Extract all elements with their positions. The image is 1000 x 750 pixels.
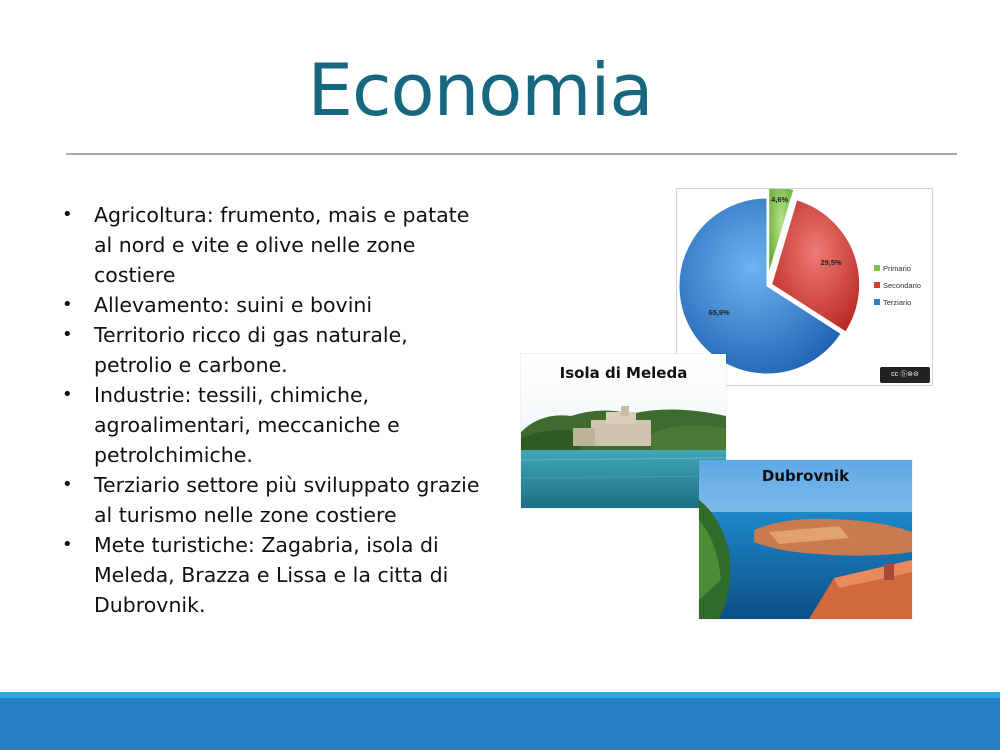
legend-swatch	[874, 299, 880, 305]
bullet-item	[60, 470, 480, 530]
bullet-item	[60, 290, 480, 320]
legend-label: Primario	[883, 264, 911, 273]
meleda-label: Isola di Meleda	[559, 364, 688, 382]
bullet-list	[60, 200, 480, 620]
meleda-photo	[521, 354, 726, 508]
dubrovnik-photo	[699, 460, 912, 619]
bullet-dot: •	[62, 534, 73, 555]
bullet-dot: •	[62, 384, 73, 405]
title-divider	[66, 153, 957, 155]
bullet-dot: •	[62, 204, 73, 225]
legend-label: Secondario	[883, 281, 921, 290]
pie-data-label: 65,9%	[708, 308, 730, 318]
bullet-text: Allevamento: suini e bovini	[94, 293, 373, 317]
legend-swatch	[874, 282, 880, 288]
legend-swatch	[874, 265, 880, 271]
creative-commons-badge-icon: cc ⓑ⊜⊝	[880, 367, 930, 383]
pie-data-label: 4,6%	[771, 195, 789, 205]
bullet-text: Terziario settore più sviluppato grazie al turismo nelle zone costiere	[94, 473, 480, 527]
bullet-text: Territorio ricco di gas naturale, petrolio e carbone.	[94, 323, 408, 377]
bullet-item	[60, 530, 480, 620]
dubrovnik-label: Dubrovnik	[761, 467, 850, 485]
bullet-dot: •	[62, 294, 73, 315]
bullet-item	[60, 320, 480, 380]
bullet-dot: •	[62, 474, 73, 495]
slide-title: Economia	[307, 48, 653, 132]
footer-bar	[0, 698, 1000, 750]
bullet-text: Mete turistiche: Zagabria, isola di Meleda, Brazza e Lissa e la citta di Dubrovnik.	[94, 533, 449, 617]
legend-label: Terziario	[883, 298, 912, 307]
bullet-item	[60, 380, 480, 470]
bullet-item	[60, 200, 480, 290]
bullet-text: Agricoltura: frumento, mais e patate al nord e vite e olive nelle zone costiere	[94, 203, 470, 287]
bullet-dot: •	[62, 324, 73, 345]
bullet-text: Industrie: tessili, chimiche, agroalimentari, meccaniche e petrolchimiche.	[94, 383, 400, 467]
pie-data-label: 29,5%	[820, 258, 842, 268]
